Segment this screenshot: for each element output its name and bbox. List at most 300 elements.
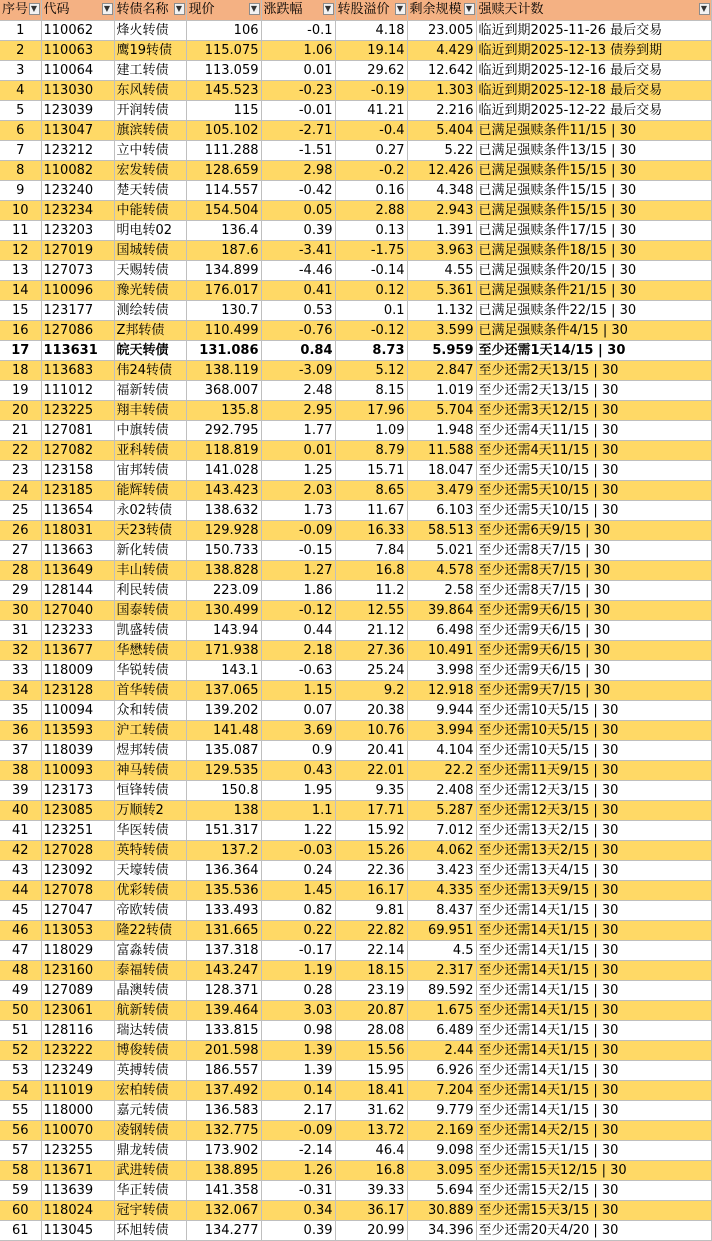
cell-premium[interactable]: 2.88 <box>335 201 407 221</box>
cell-price[interactable]: 114.557 <box>186 181 261 201</box>
cell-redeem-count[interactable]: 至少还需13天2/15 | 30 <box>476 821 711 841</box>
cell-size[interactable]: 4.062 <box>407 841 476 861</box>
cell-code[interactable]: 123177 <box>41 301 114 321</box>
cell-premium[interactable]: 0.12 <box>335 281 407 301</box>
cell-idx[interactable]: 55 <box>0 1101 41 1121</box>
cell-price[interactable]: 138.119 <box>186 361 261 381</box>
cell-idx[interactable]: 12 <box>0 241 41 261</box>
cell-name[interactable]: 旗滨转债 <box>114 121 186 141</box>
cell-redeem-count[interactable]: 至少还需8天7/15 | 30 <box>476 561 711 581</box>
table-row[interactable] <box>0 321 711 341</box>
cell-change[interactable]: 1.39 <box>261 1061 335 1081</box>
cell-redeem-count[interactable]: 至少还需5天10/15 | 30 <box>476 461 711 481</box>
cell-name[interactable]: 恒锋转债 <box>114 781 186 801</box>
cell-change[interactable]: 2.95 <box>261 401 335 421</box>
cell-premium[interactable]: 1.09 <box>335 421 407 441</box>
cell-code[interactable]: 113654 <box>41 501 114 521</box>
cell-size[interactable]: 39.864 <box>407 601 476 621</box>
cell-redeem-count[interactable]: 已满足强赎条件22/15 | 30 <box>476 301 711 321</box>
cell-change[interactable]: 0.24 <box>261 861 335 881</box>
cell-idx[interactable]: 22 <box>0 441 41 461</box>
cell-price[interactable]: 139.202 <box>186 701 261 721</box>
cell-redeem-count[interactable]: 至少还需12天3/15 | 30 <box>476 801 711 821</box>
cell-price[interactable]: 136.4 <box>186 221 261 241</box>
cell-name[interactable]: 隆22转债 <box>114 921 186 941</box>
table-row[interactable] <box>0 1221 711 1241</box>
cell-change[interactable]: -0.09 <box>261 1121 335 1141</box>
cell-size[interactable]: 4.55 <box>407 261 476 281</box>
table-row[interactable] <box>0 401 711 421</box>
cell-code[interactable]: 118039 <box>41 741 114 761</box>
cell-code[interactable]: 110094 <box>41 701 114 721</box>
cell-price[interactable]: 113.059 <box>186 61 261 81</box>
cell-price[interactable]: 138.632 <box>186 501 261 521</box>
cell-redeem-count[interactable]: 至少还需9天6/15 | 30 <box>476 641 711 661</box>
cell-code[interactable]: 110062 <box>41 21 114 41</box>
cell-premium[interactable]: 9.2 <box>335 681 407 701</box>
cell-premium[interactable]: 21.12 <box>335 621 407 641</box>
cell-idx[interactable]: 18 <box>0 361 41 381</box>
header-idx[interactable] <box>0 0 41 21</box>
cell-name[interactable]: 凯盛转债 <box>114 621 186 641</box>
cell-name[interactable]: 鹰19转债 <box>114 41 186 61</box>
cell-redeem-count[interactable]: 至少还需6天9/15 | 30 <box>476 521 711 541</box>
cell-change[interactable]: 0.39 <box>261 1221 335 1241</box>
cell-change[interactable]: 0.44 <box>261 621 335 641</box>
cell-price[interactable]: 187.6 <box>186 241 261 261</box>
cell-premium[interactable]: 16.33 <box>335 521 407 541</box>
cell-change[interactable]: 0.22 <box>261 921 335 941</box>
cell-change[interactable]: -2.71 <box>261 121 335 141</box>
table-row[interactable] <box>0 741 711 761</box>
cell-size[interactable]: 12.642 <box>407 61 476 81</box>
cell-name[interactable]: 宏发转债 <box>114 161 186 181</box>
cell-price[interactable]: 141.028 <box>186 461 261 481</box>
cell-premium[interactable]: 0.13 <box>335 221 407 241</box>
table-row[interactable] <box>0 501 711 521</box>
cell-redeem-count[interactable]: 至少还需9天6/15 | 30 <box>476 621 711 641</box>
cell-redeem-count[interactable]: 至少还需14天1/15 | 30 <box>476 1061 711 1081</box>
cell-code[interactable]: 127047 <box>41 901 114 921</box>
cell-size[interactable]: 11.588 <box>407 441 476 461</box>
cell-redeem-count[interactable]: 临近到期2025-12-16 最后交易 <box>476 61 711 81</box>
cell-code[interactable]: 118024 <box>41 1201 114 1221</box>
cell-idx[interactable]: 9 <box>0 181 41 201</box>
cell-redeem-count[interactable]: 至少还需5天10/15 | 30 <box>476 501 711 521</box>
cell-code[interactable]: 110070 <box>41 1121 114 1141</box>
cell-name[interactable]: 华懋转债 <box>114 641 186 661</box>
cell-price[interactable]: 133.815 <box>186 1021 261 1041</box>
cell-change[interactable]: 0.05 <box>261 201 335 221</box>
cell-price[interactable]: 143.423 <box>186 481 261 501</box>
cell-idx[interactable]: 37 <box>0 741 41 761</box>
cell-idx[interactable]: 54 <box>0 1081 41 1101</box>
cell-idx[interactable]: 34 <box>0 681 41 701</box>
cell-price[interactable]: 143.94 <box>186 621 261 641</box>
cell-redeem-count[interactable]: 至少还需8天7/15 | 30 <box>476 541 711 561</box>
cell-name[interactable]: 首华转债 <box>114 681 186 701</box>
cell-premium[interactable]: 23.19 <box>335 981 407 1001</box>
cell-premium[interactable]: 18.15 <box>335 961 407 981</box>
cell-price[interactable]: 154.504 <box>186 201 261 221</box>
cell-size[interactable]: 1.132 <box>407 301 476 321</box>
cell-change[interactable]: 1.73 <box>261 501 335 521</box>
cell-idx[interactable]: 50 <box>0 1001 41 1021</box>
cell-redeem-count[interactable]: 临近到期2025-12-22 最后交易 <box>476 101 711 121</box>
cell-price[interactable]: 201.598 <box>186 1041 261 1061</box>
cell-change[interactable]: 1.77 <box>261 421 335 441</box>
cell-name[interactable]: 能辉转债 <box>114 481 186 501</box>
cell-premium[interactable]: 13.72 <box>335 1121 407 1141</box>
cell-idx[interactable]: 29 <box>0 581 41 601</box>
cell-redeem-count[interactable]: 已满足强赎条件15/15 | 30 <box>476 181 711 201</box>
cell-premium[interactable]: 20.99 <box>335 1221 407 1241</box>
table-row[interactable] <box>0 941 711 961</box>
table-row[interactable] <box>0 1081 711 1101</box>
cell-name[interactable]: 建工转债 <box>114 61 186 81</box>
cell-code[interactable]: 110096 <box>41 281 114 301</box>
filter-dropdown-icon[interactable]: ▼ <box>699 3 710 15</box>
cell-change[interactable]: 2.48 <box>261 381 335 401</box>
filter-dropdown-icon[interactable]: ▼ <box>249 3 260 15</box>
cell-code[interactable]: 123173 <box>41 781 114 801</box>
cell-code[interactable]: 113649 <box>41 561 114 581</box>
table-row[interactable] <box>0 141 711 161</box>
cell-premium[interactable]: 8.15 <box>335 381 407 401</box>
cell-price[interactable]: 128.371 <box>186 981 261 1001</box>
cell-redeem-count[interactable]: 至少还需10天5/15 | 30 <box>476 741 711 761</box>
cell-premium[interactable]: 15.56 <box>335 1041 407 1061</box>
table-row[interactable] <box>0 261 711 281</box>
cell-price[interactable]: 138 <box>186 801 261 821</box>
cell-redeem-count[interactable]: 至少还需1天14/15 | 30 <box>476 341 711 361</box>
table-row[interactable] <box>0 761 711 781</box>
cell-code[interactable]: 113631 <box>41 341 114 361</box>
cell-premium[interactable]: -0.19 <box>335 81 407 101</box>
cell-premium[interactable]: 20.41 <box>335 741 407 761</box>
cell-price[interactable]: 110.499 <box>186 321 261 341</box>
cell-code[interactable]: 118029 <box>41 941 114 961</box>
cell-idx[interactable]: 57 <box>0 1141 41 1161</box>
cell-name[interactable]: 沪工转债 <box>114 721 186 741</box>
cell-price[interactable]: 106 <box>186 21 261 41</box>
cell-change[interactable]: 0.84 <box>261 341 335 361</box>
cell-idx[interactable]: 6 <box>0 121 41 141</box>
cell-redeem-count[interactable]: 至少还需4天11/15 | 30 <box>476 421 711 441</box>
cell-change[interactable]: 0.39 <box>261 221 335 241</box>
cell-size[interactable]: 5.287 <box>407 801 476 821</box>
cell-redeem-count[interactable]: 至少还需14天1/15 | 30 <box>476 1001 711 1021</box>
cell-idx[interactable]: 24 <box>0 481 41 501</box>
cell-premium[interactable]: 11.2 <box>335 581 407 601</box>
cell-size[interactable]: 5.404 <box>407 121 476 141</box>
cell-premium[interactable]: 8.73 <box>335 341 407 361</box>
cell-name[interactable]: 华医转债 <box>114 821 186 841</box>
cell-price[interactable]: 138.828 <box>186 561 261 581</box>
cell-redeem-count[interactable]: 至少还需20天4/20 | 30 <box>476 1221 711 1241</box>
cell-price[interactable]: 135.536 <box>186 881 261 901</box>
cell-code[interactable]: 113671 <box>41 1161 114 1181</box>
cell-code[interactable]: 123185 <box>41 481 114 501</box>
cell-change[interactable]: 1.1 <box>261 801 335 821</box>
cell-price[interactable]: 171.938 <box>186 641 261 661</box>
header-redeem-count[interactable] <box>476 0 711 21</box>
cell-name[interactable]: 中旗转债 <box>114 421 186 441</box>
table-row[interactable] <box>0 541 711 561</box>
cell-change[interactable]: 0.01 <box>261 61 335 81</box>
table-row[interactable] <box>0 461 711 481</box>
cell-change[interactable]: 1.15 <box>261 681 335 701</box>
cell-change[interactable]: -0.15 <box>261 541 335 561</box>
cell-redeem-count[interactable]: 至少还需11天9/15 | 30 <box>476 761 711 781</box>
cell-size[interactable]: 4.348 <box>407 181 476 201</box>
cell-premium[interactable]: -0.2 <box>335 161 407 181</box>
cell-redeem-count[interactable]: 至少还需14天1/15 | 30 <box>476 1041 711 1061</box>
table-row[interactable] <box>0 441 711 461</box>
cell-change[interactable]: 1.95 <box>261 781 335 801</box>
table-row[interactable] <box>0 61 711 81</box>
cell-size[interactable]: 2.44 <box>407 1041 476 1061</box>
cell-code[interactable]: 123061 <box>41 1001 114 1021</box>
table-row[interactable] <box>0 201 711 221</box>
cell-premium[interactable]: 17.71 <box>335 801 407 821</box>
table-row[interactable] <box>0 801 711 821</box>
cell-name[interactable]: 凌钢转债 <box>114 1121 186 1141</box>
cell-size[interactable]: 1.948 <box>407 421 476 441</box>
cell-idx[interactable]: 33 <box>0 661 41 681</box>
cell-price[interactable]: 292.795 <box>186 421 261 441</box>
cell-price[interactable]: 115 <box>186 101 261 121</box>
cell-size[interactable]: 3.095 <box>407 1161 476 1181</box>
cell-redeem-count[interactable]: 已满足强赎条件11/15 | 30 <box>476 121 711 141</box>
cell-size[interactable]: 1.391 <box>407 221 476 241</box>
cell-code[interactable]: 127019 <box>41 241 114 261</box>
cell-size[interactable]: 3.599 <box>407 321 476 341</box>
cell-code[interactable]: 123233 <box>41 621 114 641</box>
cell-price[interactable]: 130.7 <box>186 301 261 321</box>
cell-code[interactable]: 113683 <box>41 361 114 381</box>
cell-code[interactable]: 123255 <box>41 1141 114 1161</box>
cell-premium[interactable]: 22.14 <box>335 941 407 961</box>
cell-redeem-count[interactable]: 至少还需9天6/15 | 30 <box>476 661 711 681</box>
cell-name[interactable]: 新化转债 <box>114 541 186 561</box>
cell-name[interactable]: 众和转债 <box>114 701 186 721</box>
cell-code[interactable]: 128116 <box>41 1021 114 1041</box>
cell-change[interactable]: 1.06 <box>261 41 335 61</box>
cell-premium[interactable]: 41.21 <box>335 101 407 121</box>
cell-idx[interactable]: 43 <box>0 861 41 881</box>
cell-change[interactable]: -0.17 <box>261 941 335 961</box>
cell-code[interactable]: 123212 <box>41 141 114 161</box>
cell-premium[interactable]: 22.01 <box>335 761 407 781</box>
cell-size[interactable]: 9.098 <box>407 1141 476 1161</box>
table-row[interactable] <box>0 341 711 361</box>
cell-idx[interactable]: 45 <box>0 901 41 921</box>
cell-size[interactable]: 5.694 <box>407 1181 476 1201</box>
cell-idx[interactable]: 25 <box>0 501 41 521</box>
table-row[interactable] <box>0 681 711 701</box>
cell-code[interactable]: 113639 <box>41 1181 114 1201</box>
cell-price[interactable]: 136.583 <box>186 1101 261 1121</box>
cell-idx[interactable]: 21 <box>0 421 41 441</box>
filter-dropdown-icon[interactable]: ▼ <box>174 3 185 15</box>
cell-change[interactable]: 0.01 <box>261 441 335 461</box>
cell-code[interactable]: 128144 <box>41 581 114 601</box>
cell-code[interactable]: 113677 <box>41 641 114 661</box>
cell-change[interactable]: 2.03 <box>261 481 335 501</box>
cell-price[interactable]: 139.464 <box>186 1001 261 1021</box>
cell-size[interactable]: 5.361 <box>407 281 476 301</box>
cell-code[interactable]: 127040 <box>41 601 114 621</box>
cell-premium[interactable]: 36.17 <box>335 1201 407 1221</box>
cell-change[interactable]: 1.22 <box>261 821 335 841</box>
cell-code[interactable]: 123203 <box>41 221 114 241</box>
cell-change[interactable]: 2.18 <box>261 641 335 661</box>
cell-code[interactable]: 123240 <box>41 181 114 201</box>
cell-code[interactable]: 123039 <box>41 101 114 121</box>
cell-price[interactable]: 136.364 <box>186 861 261 881</box>
cell-size[interactable]: 6.103 <box>407 501 476 521</box>
cell-size[interactable]: 2.847 <box>407 361 476 381</box>
filter-dropdown-icon[interactable]: ▼ <box>395 3 406 15</box>
cell-name[interactable]: 测绘转债 <box>114 301 186 321</box>
cell-code[interactable]: 110093 <box>41 761 114 781</box>
cell-change[interactable]: -0.1 <box>261 21 335 41</box>
cell-name[interactable]: 翔丰转债 <box>114 401 186 421</box>
cell-price[interactable]: 131.665 <box>186 921 261 941</box>
table-row[interactable] <box>0 821 711 841</box>
cell-premium[interactable]: 18.41 <box>335 1081 407 1101</box>
cell-size[interactable]: 3.963 <box>407 241 476 261</box>
cell-size[interactable]: 4.429 <box>407 41 476 61</box>
table-row[interactable] <box>0 241 711 261</box>
cell-name[interactable]: 立中转债 <box>114 141 186 161</box>
cell-name[interactable]: 福新转债 <box>114 381 186 401</box>
cell-name[interactable]: 鼎龙转债 <box>114 1141 186 1161</box>
cell-name[interactable]: 神马转债 <box>114 761 186 781</box>
table-row[interactable] <box>0 1101 711 1121</box>
cell-idx[interactable]: 30 <box>0 601 41 621</box>
cell-premium[interactable]: 27.36 <box>335 641 407 661</box>
cell-change[interactable]: -3.09 <box>261 361 335 381</box>
cell-price[interactable]: 132.775 <box>186 1121 261 1141</box>
cell-redeem-count[interactable]: 至少还需15天3/15 | 30 <box>476 1201 711 1221</box>
cell-change[interactable]: -0.03 <box>261 841 335 861</box>
cell-idx[interactable]: 27 <box>0 541 41 561</box>
table-row[interactable] <box>0 101 711 121</box>
cell-change[interactable]: -0.09 <box>261 521 335 541</box>
cell-idx[interactable]: 15 <box>0 301 41 321</box>
cell-name[interactable]: 丰山转债 <box>114 561 186 581</box>
cell-premium[interactable]: 20.38 <box>335 701 407 721</box>
header-price[interactable] <box>186 0 261 21</box>
cell-redeem-count[interactable]: 临近到期2025-11-26 最后交易 <box>476 21 711 41</box>
cell-code[interactable]: 127086 <box>41 321 114 341</box>
cell-idx[interactable]: 17 <box>0 341 41 361</box>
cell-size[interactable]: 2.169 <box>407 1121 476 1141</box>
cell-name[interactable]: 明电转02 <box>114 221 186 241</box>
cell-change[interactable]: 0.14 <box>261 1081 335 1101</box>
cell-premium[interactable]: 0.1 <box>335 301 407 321</box>
header-code[interactable] <box>41 0 114 21</box>
cell-name[interactable]: 东风转债 <box>114 81 186 101</box>
cell-redeem-count[interactable]: 至少还需8天7/15 | 30 <box>476 581 711 601</box>
table-row[interactable] <box>0 301 711 321</box>
cell-code[interactable]: 123251 <box>41 821 114 841</box>
cell-size[interactable]: 4.578 <box>407 561 476 581</box>
cell-premium[interactable]: 9.81 <box>335 901 407 921</box>
cell-code[interactable]: 118000 <box>41 1101 114 1121</box>
cell-code[interactable]: 123234 <box>41 201 114 221</box>
cell-size[interactable]: 22.2 <box>407 761 476 781</box>
cell-redeem-count[interactable]: 至少还需2天13/15 | 30 <box>476 361 711 381</box>
cell-premium[interactable]: 7.84 <box>335 541 407 561</box>
table-row[interactable] <box>0 1161 711 1181</box>
cell-name[interactable]: 华锐转债 <box>114 661 186 681</box>
cell-change[interactable]: -0.42 <box>261 181 335 201</box>
cell-idx[interactable]: 44 <box>0 881 41 901</box>
cell-name[interactable]: 环旭转债 <box>114 1221 186 1241</box>
cell-change[interactable]: -1.51 <box>261 141 335 161</box>
cell-idx[interactable]: 5 <box>0 101 41 121</box>
cell-change[interactable]: 1.26 <box>261 1161 335 1181</box>
cell-redeem-count[interactable]: 至少还需14天1/15 | 30 <box>476 1021 711 1041</box>
cell-premium[interactable]: 0.27 <box>335 141 407 161</box>
cell-redeem-count[interactable]: 已满足强赎条件4/15 | 30 <box>476 321 711 341</box>
table-row[interactable] <box>0 181 711 201</box>
cell-size[interactable]: 12.426 <box>407 161 476 181</box>
cell-idx[interactable]: 41 <box>0 821 41 841</box>
cell-premium[interactable]: 29.62 <box>335 61 407 81</box>
cell-redeem-count[interactable]: 已满足强赎条件20/15 | 30 <box>476 261 711 281</box>
table-row[interactable] <box>0 1041 711 1061</box>
cell-redeem-count[interactable]: 至少还需12天3/15 | 30 <box>476 781 711 801</box>
cell-size[interactable]: 6.489 <box>407 1021 476 1041</box>
cell-change[interactable]: 0.41 <box>261 281 335 301</box>
cell-code[interactable]: 123092 <box>41 861 114 881</box>
cell-code[interactable]: 118009 <box>41 661 114 681</box>
cell-idx[interactable]: 42 <box>0 841 41 861</box>
table-row[interactable] <box>0 621 711 641</box>
cell-name[interactable]: 冠宇转债 <box>114 1201 186 1221</box>
cell-idx[interactable]: 26 <box>0 521 41 541</box>
cell-change[interactable]: 1.27 <box>261 561 335 581</box>
cell-change[interactable]: 3.69 <box>261 721 335 741</box>
cell-size[interactable]: 4.335 <box>407 881 476 901</box>
cell-size[interactable]: 8.437 <box>407 901 476 921</box>
cell-price[interactable]: 141.358 <box>186 1181 261 1201</box>
cell-premium[interactable]: 28.08 <box>335 1021 407 1041</box>
cell-change[interactable]: -0.76 <box>261 321 335 341</box>
cell-redeem-count[interactable]: 已满足强赎条件15/15 | 30 <box>476 161 711 181</box>
cell-premium[interactable]: -0.4 <box>335 121 407 141</box>
cell-idx[interactable]: 19 <box>0 381 41 401</box>
cell-price[interactable]: 137.2 <box>186 841 261 861</box>
cell-premium[interactable]: 16.17 <box>335 881 407 901</box>
cell-size[interactable]: 3.479 <box>407 481 476 501</box>
cell-name[interactable]: 利民转债 <box>114 581 186 601</box>
cell-change[interactable]: -0.23 <box>261 81 335 101</box>
table-row[interactable] <box>0 421 711 441</box>
cell-price[interactable]: 143.1 <box>186 661 261 681</box>
table-row[interactable] <box>0 481 711 501</box>
table-row[interactable] <box>0 841 711 861</box>
cell-redeem-count[interactable]: 至少还需14天1/15 | 30 <box>476 1081 711 1101</box>
cell-idx[interactable]: 7 <box>0 141 41 161</box>
table-row[interactable] <box>0 41 711 61</box>
cell-redeem-count[interactable]: 已满足强赎条件18/15 | 30 <box>476 241 711 261</box>
table-row[interactable] <box>0 881 711 901</box>
